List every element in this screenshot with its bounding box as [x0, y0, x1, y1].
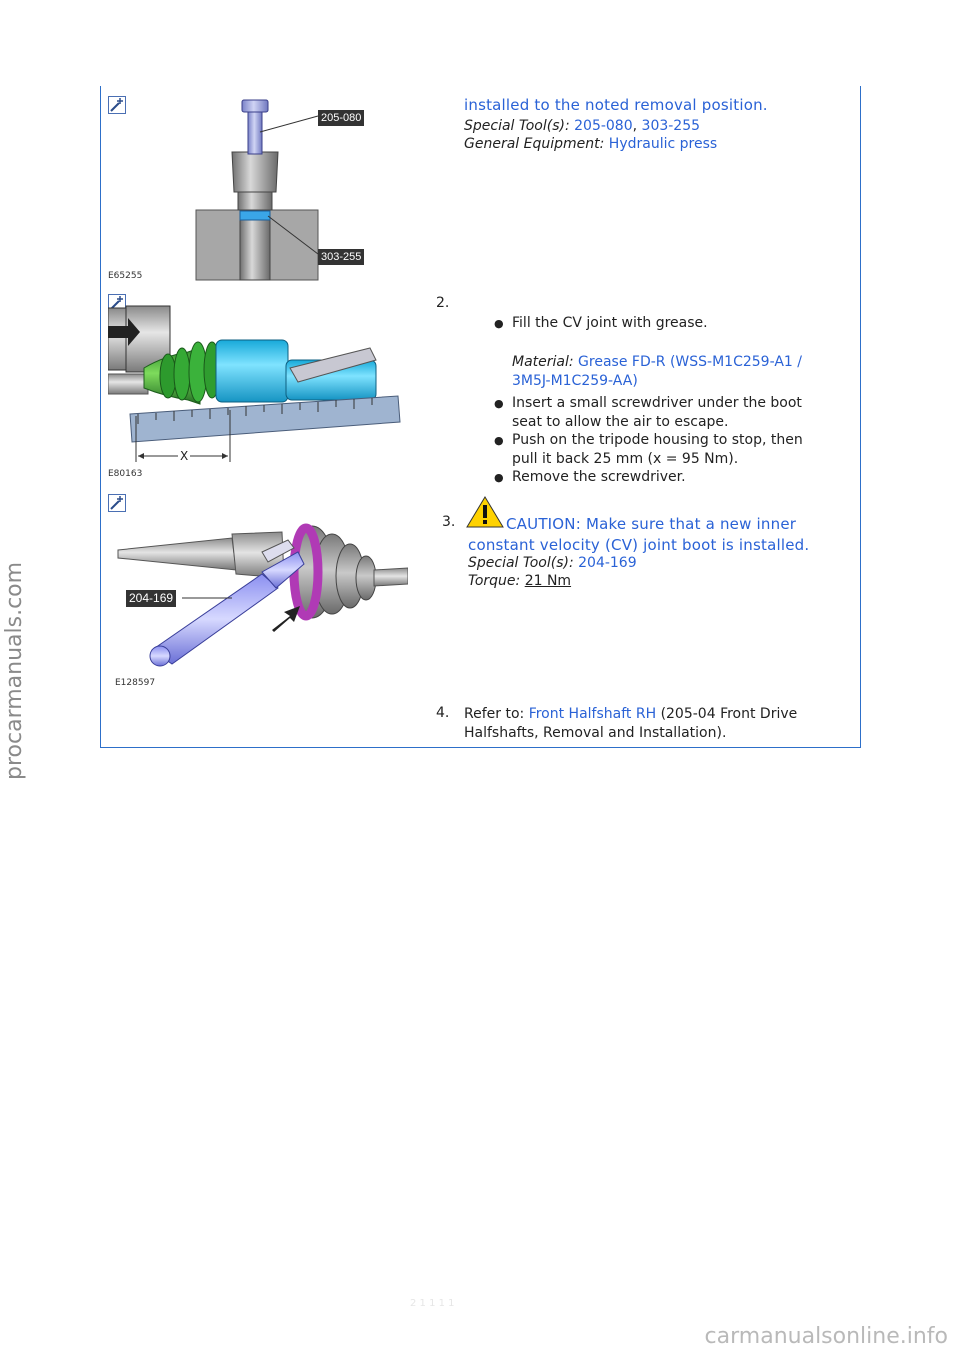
zoom-icon[interactable]: [108, 96, 126, 114]
bullet-text: Remove the screwdriver.: [512, 469, 686, 485]
bullet-item: ● Fill the CV joint with grease.: [494, 315, 708, 331]
zoom-icon[interactable]: [108, 494, 126, 512]
cv-joint-illustration[interactable]: [108, 296, 402, 468]
page-number: 2 1 1 1 1: [410, 1298, 455, 1309]
material-label: Material:: [512, 354, 574, 370]
bullet-line: Push on the tripode housing to stop, then: [512, 432, 803, 448]
step-number: 3.: [442, 514, 456, 530]
material-line: [512, 353, 802, 391]
step-text: installed to the noted removal position.: [464, 96, 768, 114]
bullet-item: ● Remove the screwdriver.: [494, 469, 686, 485]
bullet-text: [512, 394, 802, 432]
footer-watermark: carmanualsonline.info: [704, 1324, 948, 1349]
torque-line: [468, 572, 571, 590]
figure-id: E80163: [108, 469, 143, 479]
refer-label: Refer to:: [464, 706, 525, 722]
refer-text: (205-04 Front Drive: [660, 706, 798, 722]
separator: ,: [632, 118, 638, 134]
callout-label: 303-255: [318, 249, 364, 265]
bullet-line: pull it back 25 mm (x = 95 Nm).: [512, 451, 739, 467]
tool-link[interactable]: 303-255: [641, 118, 701, 134]
side-watermark: [2, 561, 38, 816]
general-equipment-line: [464, 135, 717, 153]
bullet-item: ● Insert a small screwdriver under the boot seat to allow the air to escape.: [494, 395, 802, 430]
tool-link[interactable]: 204-169: [578, 555, 637, 571]
caution-text: CAUTION: Make sure that a new inner: [506, 515, 797, 533]
equipment-link[interactable]: Hydraulic press: [608, 136, 718, 152]
bullet-item: ● Push on the tripode housing to stop, then pull it back 25 mm (x = 95 Nm).: [494, 432, 803, 467]
callout-label: 204-169: [126, 590, 176, 607]
special-tools-line: [468, 554, 637, 572]
watermark-text: procarmanuals.com: [2, 561, 27, 780]
material-link-cont[interactable]: 3M5J-M1C259-AA): [512, 373, 638, 389]
callout-label: 205-080: [318, 110, 364, 126]
dimension-label: X: [178, 446, 190, 466]
figure-id: E128597: [115, 678, 156, 688]
bullet-line: seat to allow the air to escape.: [512, 414, 729, 430]
special-tools-label: Special Tool(s):: [468, 555, 574, 571]
figure-id: E65255: [108, 271, 143, 281]
step-number: 4.: [436, 705, 450, 721]
bullet-text: [512, 431, 803, 469]
bullet-text: Fill the CV joint with grease.: [512, 315, 708, 331]
bullet-line: Insert a small screwdriver under the boot: [512, 395, 802, 411]
caution-icon: [466, 496, 504, 528]
special-tools-line: [464, 117, 700, 135]
refer-line: [464, 704, 797, 724]
refer-link[interactable]: Front Halfshaft RH: [528, 706, 657, 722]
step-number: 2.: [436, 295, 450, 311]
general-equipment-label: General Equipment:: [464, 136, 605, 152]
tool-link[interactable]: 205-080: [574, 118, 633, 134]
refer-line-cont: Halfshafts, Removal and Installation).: [464, 725, 727, 741]
material-link[interactable]: Grease FD-R (WSS-M1C259-A1 /: [578, 354, 802, 370]
caution-text: constant velocity (CV) joint boot is installed.: [468, 536, 810, 554]
torque-value: 21 Nm: [524, 573, 572, 589]
torque-label: Torque:: [468, 573, 521, 589]
special-tools-label: Special Tool(s):: [464, 118, 570, 134]
